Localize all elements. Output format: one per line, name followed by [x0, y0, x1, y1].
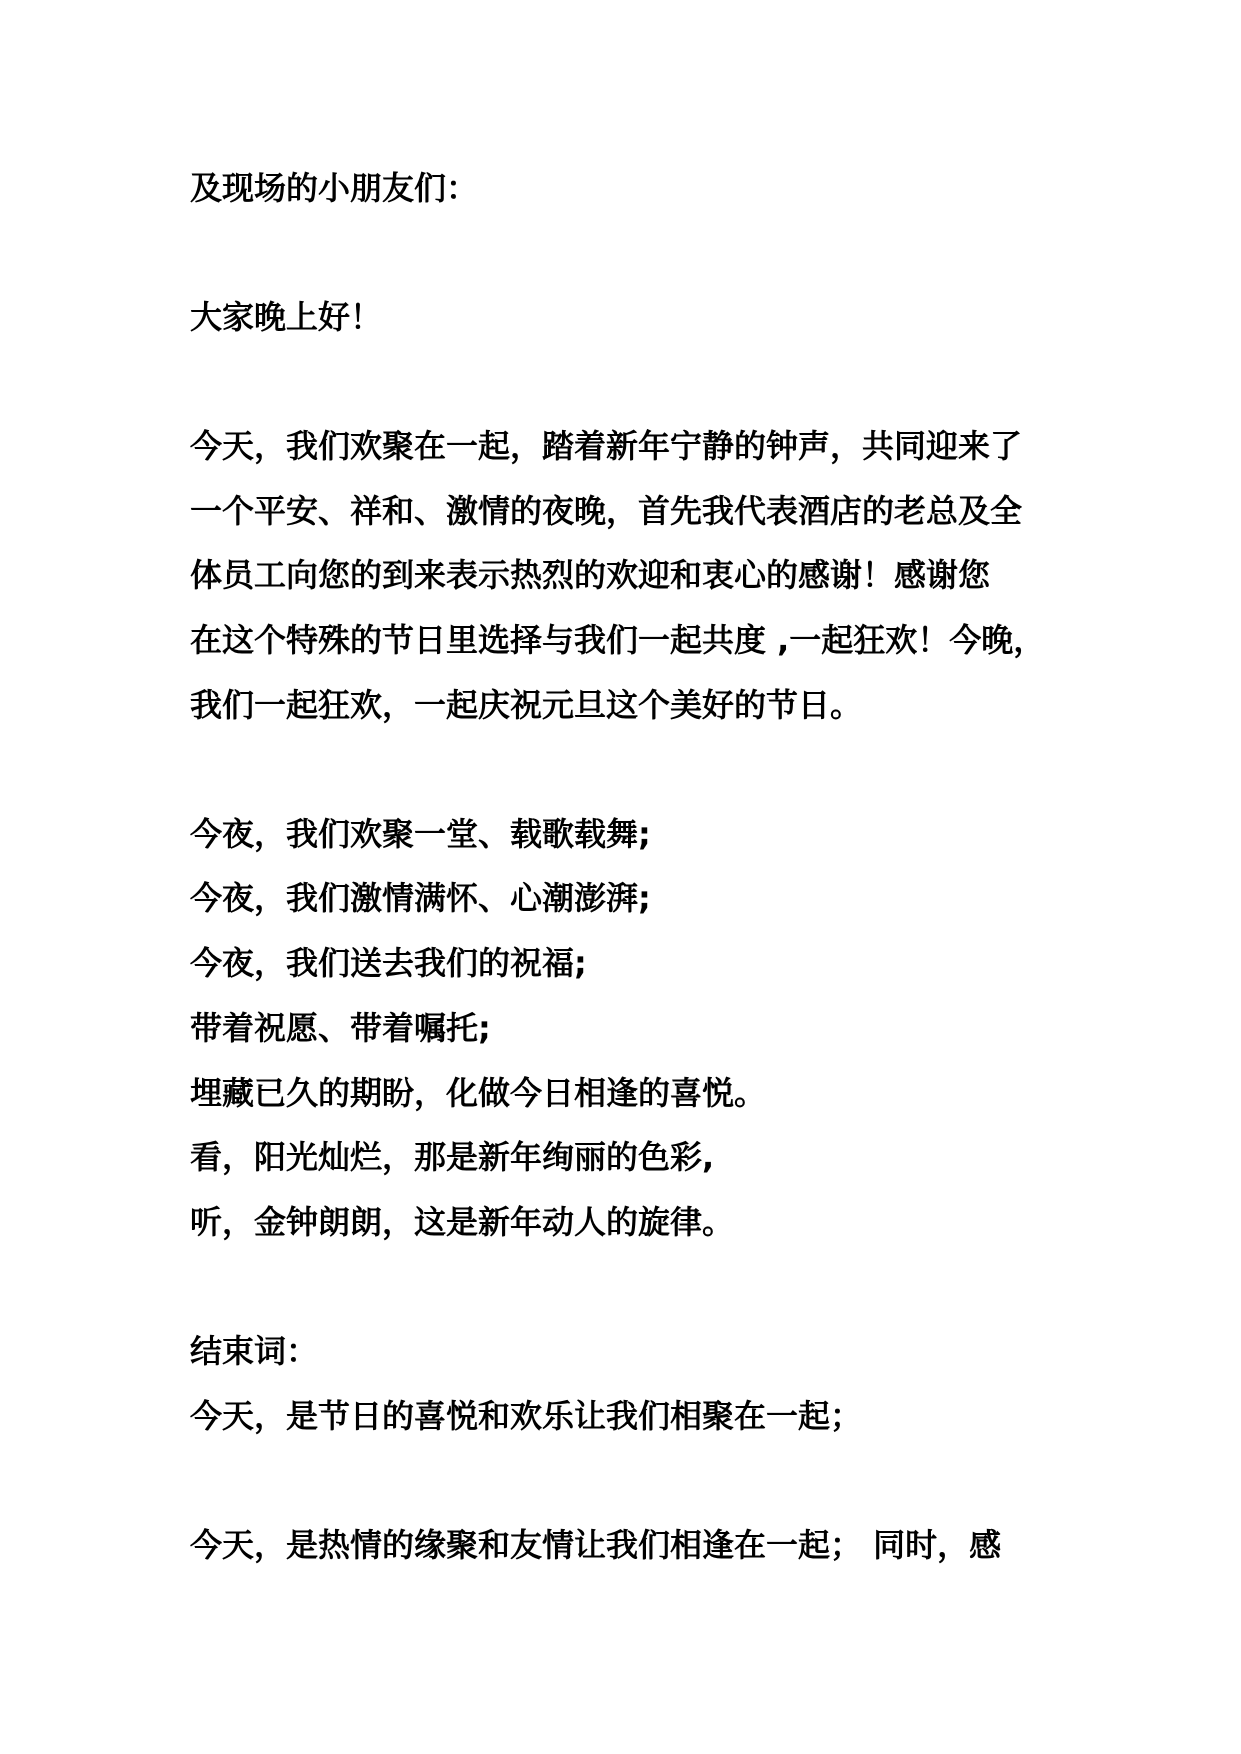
- verse-line: 听，金钟朗朗，这是新年动人的旋律。: [190, 1203, 735, 1241]
- salutation-line: 大家晚上好！: [190, 298, 383, 336]
- verse-line: 今夜，我们送去我们的祝福;: [190, 944, 587, 982]
- greeting-line: 及现场的小朋友们：: [190, 169, 479, 207]
- verse-line: 今夜，我们激情满怀、心潮澎湃;: [190, 879, 651, 917]
- paragraph-line: 今天，我们欢聚在一起，踏着新年宁静的钟声，共同迎来了: [190, 427, 1023, 465]
- closing-line: 今天，是热情的缘聚和友情让我们相逢在一起； 同时，感: [190, 1526, 1002, 1564]
- verse-line: 埋藏已久的期盼，化做今日相逢的喜悦。: [190, 1074, 767, 1112]
- paragraph-line: 一个平安、祥和、激情的夜晚，首先我代表酒店的老总及全: [190, 492, 1023, 530]
- paragraph-line: 在这个特殊的节日里选择与我们一起共度 ,一起狂欢！今晚，: [190, 621, 1046, 659]
- paragraph-line: 体员工向您的到来表示热烈的欢迎和衷心的感谢！感谢您: [190, 556, 991, 594]
- verse-line: 带着祝愿、带着嘱托;: [190, 1009, 491, 1047]
- verse-line: 今夜，我们欢聚一堂、载歌载舞;: [190, 815, 651, 853]
- verse-line: 看，阳光灿烂，那是新年绚丽的色彩,: [190, 1138, 715, 1176]
- closing-line: 今天，是节日的喜悦和欢乐让我们相聚在一起；: [190, 1397, 863, 1435]
- paragraph-line: 我们一起狂欢，一起庆祝元旦这个美好的节日。: [190, 686, 863, 724]
- section-heading: 结束词：: [190, 1332, 319, 1370]
